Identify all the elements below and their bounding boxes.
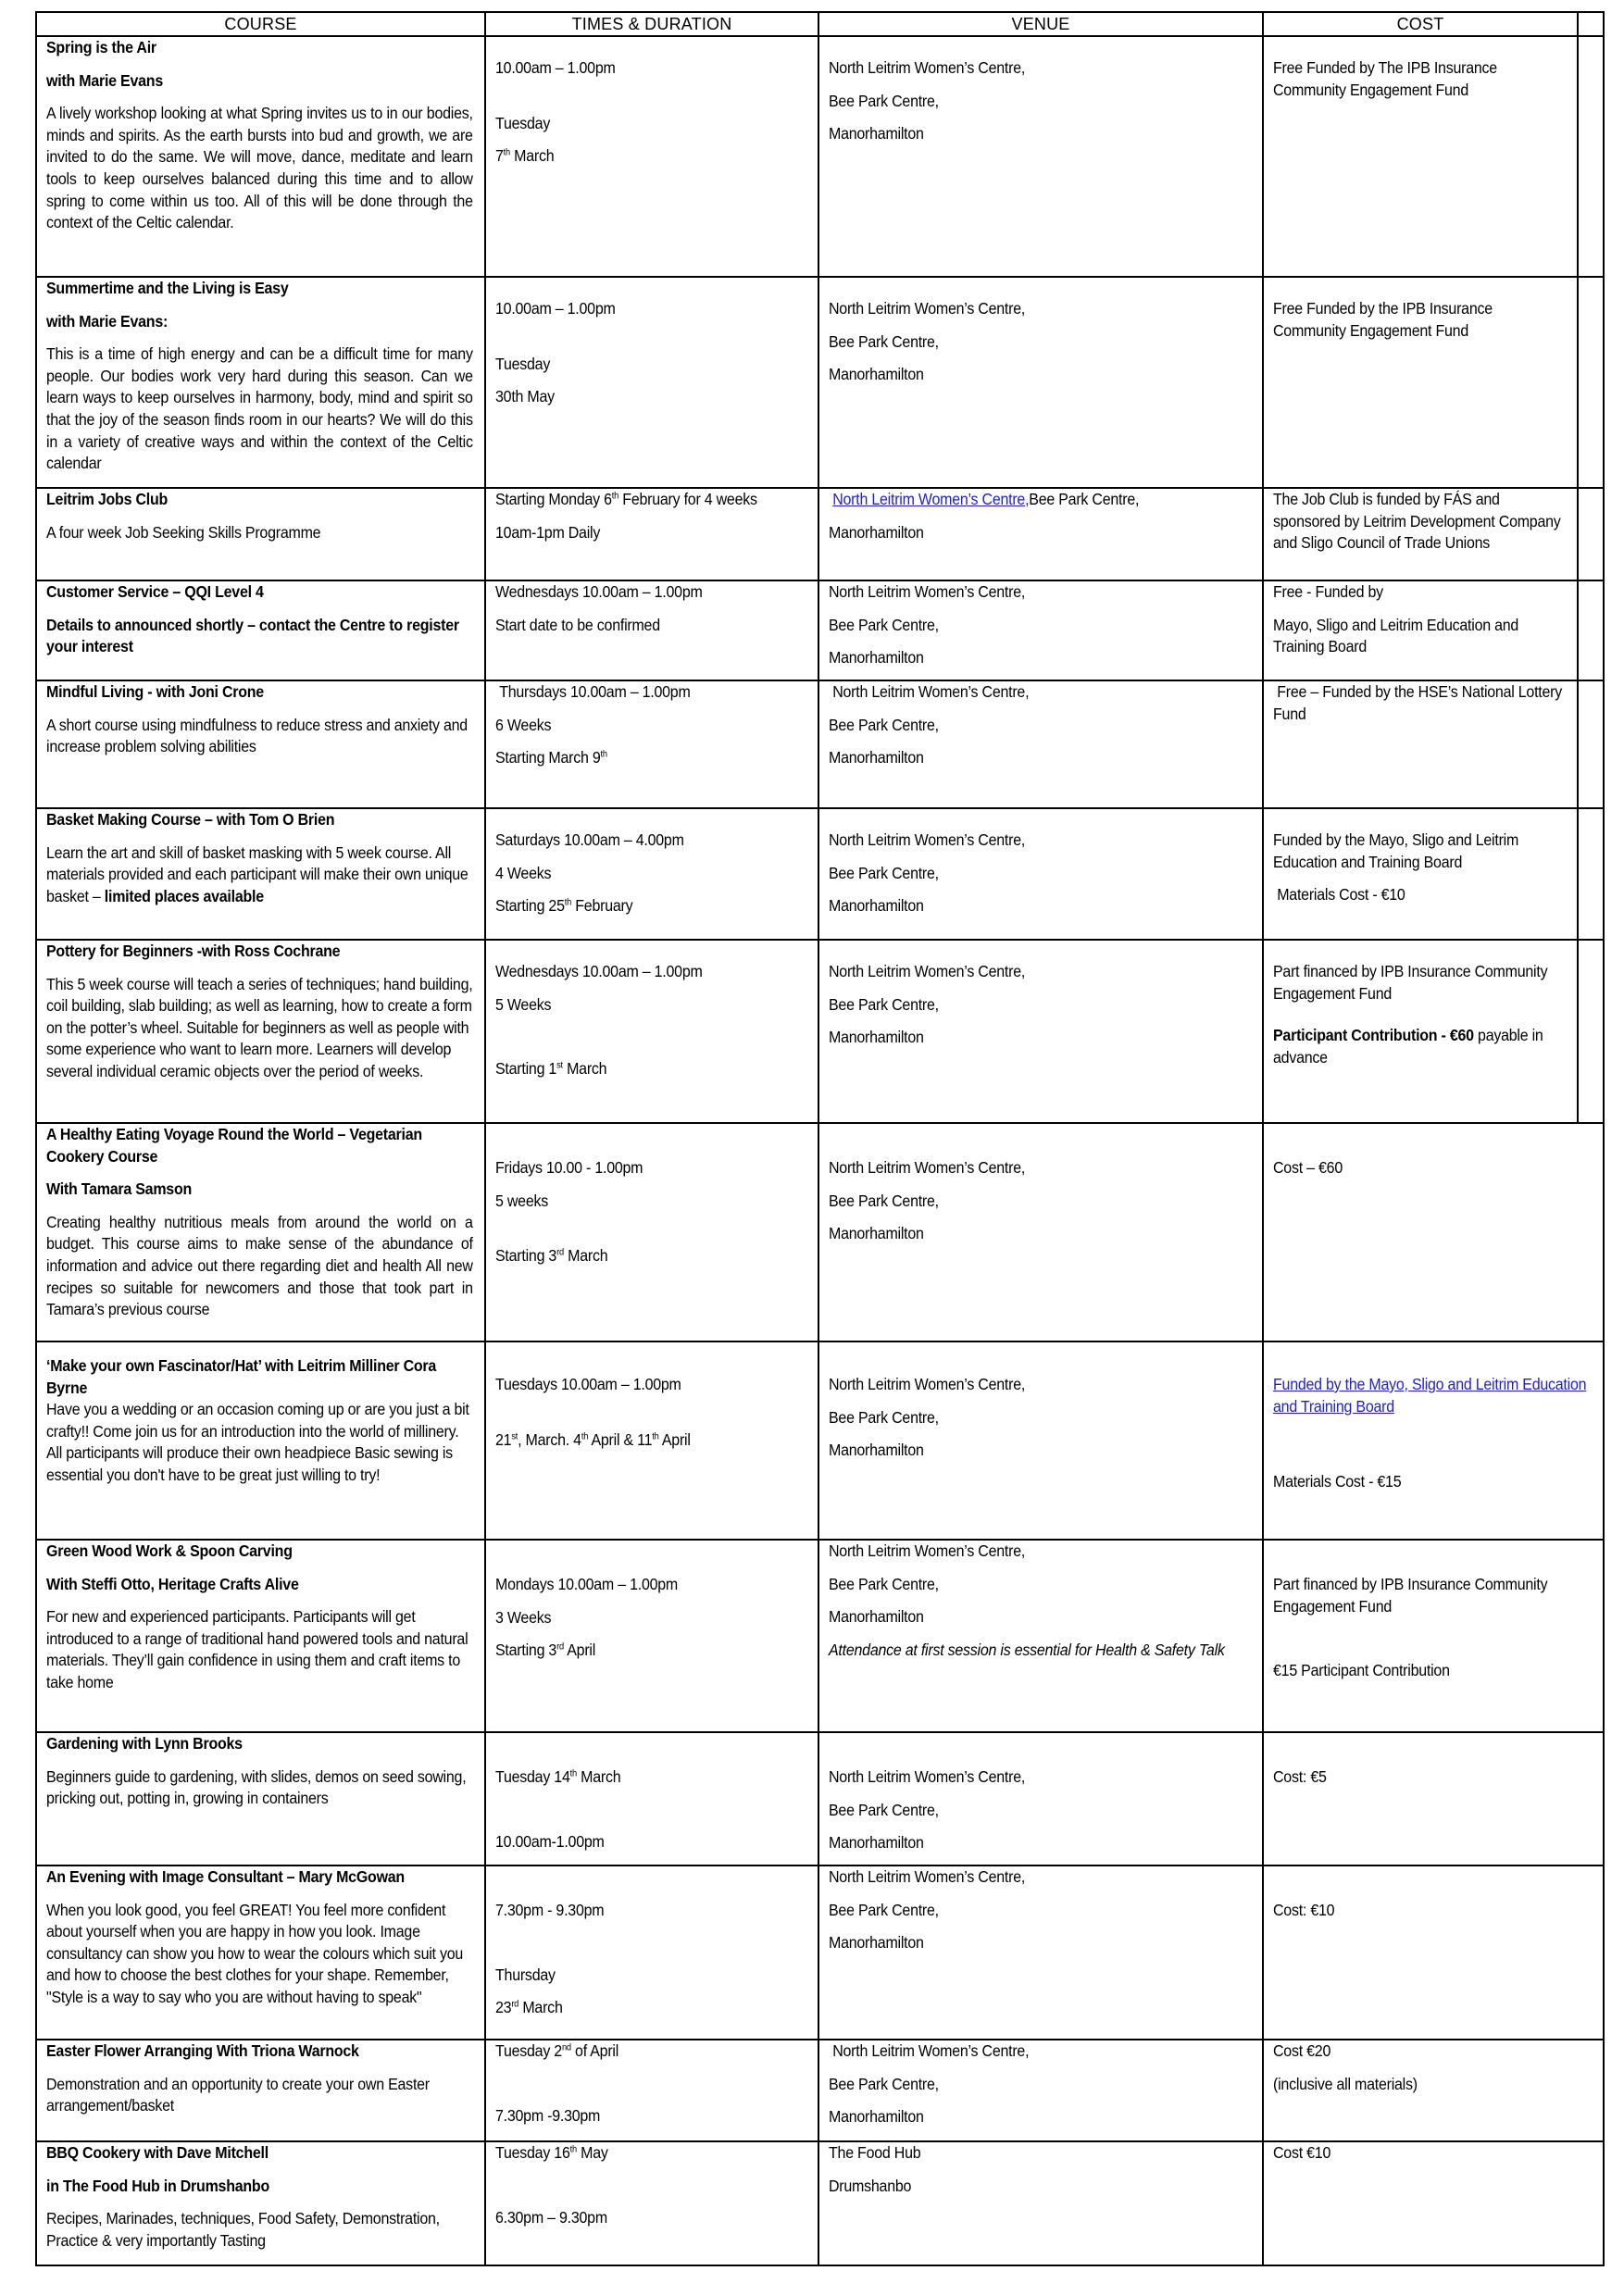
venue-line: North Leitrim Women’s Centre, <box>829 962 1026 980</box>
cost-text: Cost €20 <box>1273 2041 1331 2060</box>
duration: 6 Weeks <box>495 715 552 734</box>
venue-cell <box>818 1341 1263 1540</box>
course-description: When you look good, you feel GREAT! You feel more confident about yourself when you are happy in how you look. Image consultancy can show you how to wear the colours which suit you and how to choose the best clothes for your shape. Remember, "Style is a way to say who you are without having to speak" <box>46 1900 464 2006</box>
times-cell <box>485 2040 818 2141</box>
course-description: Recipes, Marinades, techniques, Food Safety, Demonstration, Practice & very importantly Tasting <box>46 2209 440 2250</box>
venue-line: Manorhamilton <box>829 1933 924 1953</box>
venue-cell <box>818 808 1263 940</box>
cost-cell <box>1263 1123 1604 1341</box>
course-cell <box>36 1866 485 2040</box>
time-range: Thursdays 10.00am – 1.00pm <box>499 682 691 701</box>
cost-text: Part financed by IPB Insurance Community Engagement Fund <box>1273 1575 1548 1616</box>
venue-line: Manorhamilton <box>829 1224 924 1243</box>
time-range: Fridays 10.00 - 1.00pm <box>495 1158 643 1177</box>
venue-cell <box>818 580 1263 680</box>
venue-line: Manorhamilton <box>829 1833 924 1853</box>
course-row <box>36 36 1604 277</box>
cost-text: The Job Club is funded by FÁS and sponsored by Leitrim Development Company and Sligo Council of Trade Unions <box>1273 490 1561 553</box>
venue-line: Bee Park Centre, <box>829 863 939 882</box>
course-cell <box>36 277 485 488</box>
duration: 4 Weeks <box>495 863 552 882</box>
start-date: Starting 25th February <box>495 896 633 916</box>
header-row <box>36 12 1604 36</box>
time-range: 10.00am-1.00pm <box>495 1831 605 1851</box>
venue-line: Manorhamilton <box>829 124 924 144</box>
duration: 5 weeks <box>495 1191 549 1210</box>
cost-text: Cost: €5 <box>1273 1767 1327 1786</box>
venue-line: North Leitrim Women’s Centre, <box>832 2041 1030 2060</box>
cost-text: Mayo, Sligo and Leitrim Education and Training Board <box>1273 615 1519 656</box>
venue-line: Manorhamilton <box>829 648 924 668</box>
course-title: An Evening with Image Consultant – Mary McGowan <box>46 1867 405 1886</box>
venue-line: Bee Park Centre, <box>829 715 939 734</box>
course-description: This is a time of high energy and can be a difficult time for many people. Our bodies work very hard during this season. Can we learn ways to keep ourselves in harmony, body, mind and spirit so that the joy of the season finds room in our hearts? We will do this in a variety of creative ways and within the context of the Celtic calendar <box>46 344 473 473</box>
cost-cell <box>1263 1732 1604 1866</box>
start-date: Start date to be confirmed <box>495 615 660 634</box>
course-row <box>36 1732 1604 1866</box>
course-cell <box>36 36 485 277</box>
course-row <box>36 808 1604 940</box>
venue-cell <box>818 2141 1263 2265</box>
cost-cell <box>1263 940 1578 1123</box>
course-row <box>36 488 1604 580</box>
cost-cell <box>1263 2040 1604 2141</box>
times-cell <box>485 1540 818 1732</box>
venue-line: The Food Hub <box>829 2143 921 2162</box>
course-description: Learn the art and skill of basket masking with 5 week course. All materials provided and each participant will make their own unique basket – limited places available <box>46 842 468 905</box>
venue-line: North Leitrim Women’s Centre, <box>829 1767 1026 1786</box>
course-cell <box>36 2141 485 2265</box>
course-title: Green Wood Work & Spoon Carving <box>46 1541 293 1560</box>
course-description: For new and experienced participants. Participants will get introduced to a range of traditional hand powered tools and natural materials. They’ll gain confidence in using them and craft items to take home <box>46 1607 468 1691</box>
course-title: BBQ Cookery with Dave Mitchell <box>46 2143 269 2162</box>
cost-cell <box>1263 36 1578 277</box>
venue-line: Bee Park Centre, <box>829 1574 939 1593</box>
course-title: Basket Making Course – with Tom O Brien <box>46 810 335 829</box>
course-cell <box>36 808 485 940</box>
venue-line: North Leitrim Women’s Centre, <box>829 58 1026 77</box>
venue-line: Drumshanbo <box>829 2176 912 2195</box>
time-range: Wednesdays 10.00am – 1.00pm <box>495 962 703 980</box>
times-cell <box>485 1732 818 1866</box>
course-title: Summertime and the Living is Easy <box>46 279 289 297</box>
times-cell <box>485 36 818 277</box>
time-range: 10.00am – 1.00pm <box>495 299 616 318</box>
cost-text: Participant Contribution - €60 payable in advance <box>1273 1026 1543 1067</box>
course-row <box>36 580 1604 680</box>
date: Tuesday 16th May <box>495 2143 608 2162</box>
venue-line: Manorhamilton <box>829 896 924 916</box>
course-cell <box>36 488 485 580</box>
venue-cell <box>818 2040 1263 2141</box>
time-range: 10.00am – 1.00pm <box>495 58 616 77</box>
start-date: Starting March 9th <box>495 748 607 767</box>
course-description: A four week Job Seeking Skills Programme <box>46 522 321 542</box>
course-row <box>36 1123 1604 1341</box>
header-venue: VENUE <box>818 12 1263 36</box>
times-cell <box>485 1866 818 2040</box>
venue-line: North Leitrim Women’s Centre,Bee Park Centre, <box>832 490 1140 508</box>
date: Tuesday 2nd of April <box>495 2041 619 2060</box>
course-title: Leitrim Jobs Club <box>46 490 169 508</box>
venue-cell <box>818 1732 1263 1866</box>
venue-cell <box>818 1540 1263 1732</box>
times-cell <box>485 940 818 1123</box>
course-cell <box>36 1123 485 1341</box>
course-description: Have you a wedding or an occasion coming up or are you just a bit crafty!! Come join us for an introduction into the world of millinery. All participants will produce their own headpiece Basic sewing is essential you don't have to be great just willing to try! <box>46 1400 469 1484</box>
venue-cell <box>818 488 1263 580</box>
course-schedule <box>35 11 1603 2266</box>
right-edge-cell <box>1578 12 1604 36</box>
times-cell <box>485 2141 818 2265</box>
course-row <box>36 1866 1604 2040</box>
course-description: A lively workshop looking at what Spring invites us to in our bodies, minds and spirits. As the earth bursts into bud and growth, we are invited to do the same. We will move, dance, meditate and learn tools to keep ourselves balanced during this time and to allow spring to come within us too. All of this will be done through the context of the Celtic calendar. <box>46 104 473 232</box>
cost-cell <box>1263 680 1578 808</box>
course-title: Pottery for Beginners -with Ross Cochrane <box>46 942 341 960</box>
start-date: Starting Monday 6th February for 4 weeks <box>495 490 757 508</box>
day: Thursday <box>495 1965 556 1984</box>
course-description: A short course using mindfulness to reduce stress and anxiety and increase problem solving abilities <box>46 715 468 756</box>
duration: 5 Weeks <box>495 994 552 1014</box>
course-cell <box>36 1732 485 1866</box>
course-title: ‘Make your own Fascinator/Hat’ with Leitrim Milliner Cora Byrne <box>46 1356 437 1397</box>
course-row <box>36 940 1604 1123</box>
course-cell <box>36 1540 485 1732</box>
venue-line: Bee Park Centre, <box>829 1191 939 1210</box>
cost-cell <box>1263 277 1578 488</box>
venue-line: Bee Park Centre, <box>829 994 939 1014</box>
cost-text: Free – Funded by the HSE’s National Lottery Fund <box>1273 682 1563 723</box>
times-cell <box>485 1341 818 1540</box>
venue-line: Manorhamilton <box>829 1028 924 1047</box>
course-row <box>36 1341 1604 1540</box>
venue-line: North Leitrim Women’s Centre, <box>829 582 1026 601</box>
cost-cell <box>1263 1341 1604 1540</box>
start-date: Starting 1st March <box>495 1059 607 1079</box>
date: 23rd March <box>495 1998 563 2017</box>
venue-line: Bee Park Centre, <box>829 1800 939 1819</box>
cost-cell <box>1263 1866 1604 2040</box>
course-description: Details to announced shortly – contact the Centre to register your interest <box>46 615 459 656</box>
header-course: COURSE <box>36 12 485 36</box>
course-title: A Healthy Eating Voyage Round the World – Vegetarian Cookery Course <box>46 1125 422 1166</box>
course-row <box>36 1540 1604 1732</box>
times-cell <box>485 277 818 488</box>
course-title: Customer Service – QQI Level 4 <box>46 582 264 601</box>
cost-cell <box>1263 2141 1604 2265</box>
venue-line: Bee Park Centre, <box>829 91 939 110</box>
times-cell <box>485 808 818 940</box>
time-range: 7.30pm - 9.30pm <box>495 1901 605 1919</box>
course-cell <box>36 2040 485 2141</box>
duration: 3 Weeks <box>495 1607 552 1627</box>
course-tutor: With Steffi Otto, Heritage Crafts Alive <box>46 1574 299 1593</box>
cost-text: Materials Cost - €10 <box>1277 885 1405 905</box>
cost-text: Materials Cost - €15 <box>1273 1472 1402 1491</box>
venue-cell <box>818 680 1263 808</box>
date: 7th March <box>495 146 555 166</box>
venue-line: Manorhamilton <box>829 1607 924 1627</box>
venue-note: Attendance at first session is essential for Health & Safety Talk <box>829 1640 1225 1659</box>
dates: 21st, March. 4th April & 11th April <box>495 1429 691 1449</box>
course-cell <box>36 680 485 808</box>
course-row <box>36 2141 1604 2265</box>
header-times: TIMES & DURATION <box>485 12 818 36</box>
times-cell <box>485 488 818 580</box>
cost-cell <box>1263 580 1578 680</box>
venue-line: Bee Park Centre, <box>829 1407 939 1427</box>
day: Tuesday <box>495 354 551 373</box>
cost-text: €15 Participant Contribution <box>1273 1661 1450 1680</box>
times-cell <box>485 580 818 680</box>
venue-line: Bee Park Centre, <box>829 1900 939 1919</box>
cost-text: Cost: €10 <box>1273 1901 1335 1919</box>
course-description: Demonstration and an opportunity to create your own Easter arrangement/basket <box>46 2074 430 2115</box>
time-range: Mondays 10.00am – 1.00pm <box>495 1575 679 1593</box>
venue-line: Manorhamilton <box>829 2107 924 2127</box>
course-tutor: with Marie Evans <box>46 70 163 90</box>
course-cell <box>36 940 485 1123</box>
course-tutor: With Tamara Samson <box>46 1179 193 1199</box>
cost-cell <box>1263 808 1578 940</box>
course-title: Spring is the Air <box>46 38 156 56</box>
venue-line: North Leitrim Women’s Centre, <box>832 682 1030 701</box>
cost-cell <box>1263 1540 1604 1732</box>
venue-line: North Leitrim Women’s Centre, <box>829 1541 1026 1560</box>
course-tutor: with Marie Evans: <box>46 311 169 331</box>
hours: 10am-1pm Daily <box>495 522 601 542</box>
venue-line: North Leitrim Women’s Centre, <box>829 299 1026 318</box>
venue-line: North Leitrim Women’s Centre, <box>829 1375 1026 1393</box>
venue-line: North Leitrim Women’s Centre, <box>829 1158 1026 1177</box>
course-tutor: in The Food Hub in Drumshanbo <box>46 2176 270 2195</box>
venue-cell <box>818 1123 1263 1341</box>
course-description: Creating healthy nutritious meals from around the world on a budget. This course aims to make sense of the abundance of information and advice out there regarding diet and health All new recipes so suitable for newcomers and those that took part in Tamara’s previous course <box>46 1212 473 1319</box>
cost-cell <box>1263 488 1578 580</box>
course-cell <box>36 580 485 680</box>
time-range: 6.30pm – 9.30pm <box>495 2207 607 2227</box>
venue-cell <box>818 1866 1263 2040</box>
course-table <box>35 11 1605 2266</box>
time-range: Saturdays 10.00am – 4.00pm <box>495 830 684 849</box>
course-title: Easter Flower Arranging With Triona Warnock <box>46 2041 359 2060</box>
date: 30th May <box>495 387 555 406</box>
course-row <box>36 277 1604 488</box>
venue-line: Bee Park Centre, <box>829 2074 939 2093</box>
cost-text: Free Funded by The IPB Insurance Community Engagement Fund <box>1273 58 1497 99</box>
venue-line: Manorhamilton <box>829 365 924 384</box>
course-title: Gardening with Lynn Brooks <box>46 1734 243 1753</box>
venue-line: Bee Park Centre, <box>829 331 939 351</box>
times-cell <box>485 1123 818 1341</box>
header-cost: COST <box>1263 12 1578 36</box>
venue-line: North Leitrim Women’s Centre, <box>829 830 1026 849</box>
venue-line: Manorhamilton <box>829 1441 924 1460</box>
cost-text: Funded by the Mayo, Sligo and Leitrim Education and Training Board <box>1273 830 1519 871</box>
cost-text: (inclusive all materials) <box>1273 2074 1418 2093</box>
course-cell <box>36 1341 485 1540</box>
time-range: Wednesdays 10.00am – 1.00pm <box>495 582 703 601</box>
venue-line: Manorhamilton <box>829 748 924 767</box>
course-title: Mindful Living - with Joni Crone <box>46 682 264 701</box>
time-range: 7.30pm -9.30pm <box>495 2105 601 2125</box>
cost-text: Free - Funded by <box>1273 582 1383 601</box>
cost-text: Cost €10 <box>1273 2143 1331 2162</box>
time-range: Tuesdays 10.00am – 1.00pm <box>495 1375 681 1393</box>
cost-text: Free Funded by the IPB Insurance Community Engagement Fund <box>1273 299 1493 340</box>
course-description: Beginners guide to gardening, with slides, demos on seed sowing, pricking out, potting in, growing in containers <box>46 1766 467 1808</box>
venue-link[interactable]: North Leitrim Women’s Centre, <box>832 490 1030 508</box>
venue-line: Bee Park Centre, <box>829 615 939 634</box>
cost-text: Part financed by IPB Insurance Community Engagement Fund <box>1273 962 1548 1003</box>
course-row <box>36 680 1604 808</box>
venue-line: North Leitrim Women’s Centre, <box>829 1867 1026 1886</box>
day: Tuesday <box>495 113 551 132</box>
venue-line: Manorhamilton <box>829 522 924 542</box>
start-date: Starting 3rd March <box>495 1246 608 1266</box>
start-date: Starting 3rd April <box>495 1641 596 1660</box>
venue-cell <box>818 277 1263 488</box>
funding-link[interactable]: Funded by the Mayo, Sligo and Leitrim Education and Training Board <box>1273 1375 1587 1416</box>
venue-cell <box>818 940 1263 1123</box>
course-row <box>36 2040 1604 2141</box>
times-cell <box>485 680 818 808</box>
course-description: This 5 week course will teach a series of techniques; hand building, coil building, slab building; as well as learning, how to create a form on the potter’s wheel. Suitable for beginners as well as people with some experience who want to learn more. Learners will develop several individual ceramic objects over the period of weeks. <box>46 974 473 1080</box>
cost-text: Cost – €60 <box>1273 1158 1343 1177</box>
date: Tuesday 14th March <box>495 1767 621 1786</box>
venue-cell <box>818 36 1263 277</box>
